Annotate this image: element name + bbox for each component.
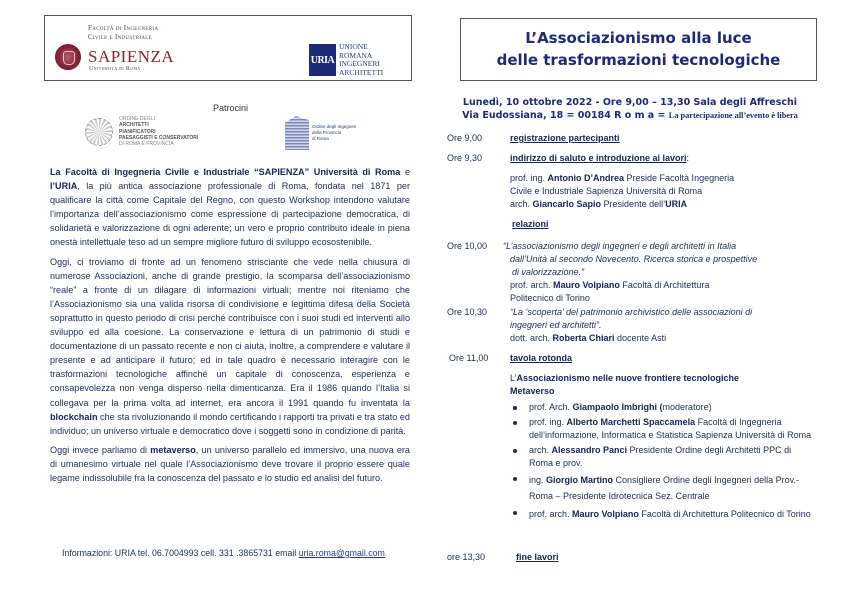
- speaker-org: URIA: [665, 199, 688, 209]
- oir-line-2: della Provincia: [312, 130, 342, 135]
- session-title: fine lavori: [516, 552, 559, 562]
- uria-line-3: INGEGNERI: [339, 59, 380, 68]
- uria-line-2: ROMANA: [339, 50, 373, 60]
- speaker-title: ing.: [529, 475, 547, 485]
- talk-title-line: dall’Unità al secondo Novecento. Ricerca storica e prospettive: [510, 254, 758, 264]
- speaker-title: prof. ing.: [529, 417, 567, 427]
- panel-member: [510, 401, 815, 414]
- session-title: indirizzo di saluto e introduzione ai lavori: [510, 153, 687, 163]
- talk-volpiano: [503, 240, 833, 305]
- panel-member: [510, 506, 815, 522]
- speaker-affiliation: Civile e Industriale Sapienza Università di Roma: [510, 186, 703, 196]
- speaker-role: Facoltà di Ingegneria dell’informazione, Informatica e Statistica Sapienza Università di Roma: [529, 417, 812, 440]
- time-10-30: Ore 10,30: [447, 307, 488, 317]
- panel-member: [510, 416, 815, 442]
- session-welcome: [510, 152, 689, 165]
- speaker-title: dott. arch.: [510, 333, 553, 343]
- intro-paragraph-3: [50, 443, 410, 485]
- ordine-architetti-logo-icon: [85, 118, 113, 146]
- colon: :: [686, 153, 690, 163]
- intro-p2-keyword: blockchain: [50, 411, 98, 422]
- event-address-line: [440, 109, 820, 122]
- sapienza-seal-icon: [55, 44, 81, 70]
- talk-title-line: ingegneri ed architetti”.: [510, 320, 602, 330]
- speaker-name: Alessandro Panci: [551, 445, 628, 455]
- uria-logo-icon: URIA: [309, 44, 336, 76]
- time-11-00: Ore 11,00: [449, 353, 489, 363]
- sapienza-logo-text: SAPIENZA: [88, 47, 175, 66]
- oapp-line-5: DI ROMA E PROVINCIA: [119, 141, 174, 148]
- talk-chiari: [510, 306, 840, 345]
- session-round-table: [510, 352, 572, 365]
- session-title: registrazione partecipanti: [510, 133, 620, 143]
- intro-text: [50, 165, 410, 490]
- ordine-ingegneri-building-icon: [285, 116, 309, 150]
- intro-p3-keyword: metaverso: [150, 444, 196, 455]
- intro-organizer-1: La Facoltà di Ingegneria Civile e Industriale “SAPIENZA” Università di Roma: [50, 167, 401, 177]
- time-9-00: Ore 9,00: [447, 133, 483, 143]
- speaker-title: prof. ing.: [510, 173, 548, 183]
- oapp-line-2: ARCHITETTI: [119, 122, 149, 129]
- event-title-line-1: L’Associazionismo alla luce: [525, 29, 752, 47]
- talk-title-line: “L’associazionismo degli ingegneri e degli architetti in Italia: [503, 241, 737, 251]
- speaker-role: Presidente Ordine degli Architetti PPC di Roma e prov.: [529, 445, 792, 468]
- speaker-title: prof. Arch.: [529, 402, 573, 412]
- speaker-name: Mauro Volpiano: [572, 509, 639, 519]
- sapienza-faculty-label: [88, 24, 158, 42]
- free-entry-note: La partecipazione all’evento è libera: [668, 111, 798, 120]
- speaker-role: Facoltà di Architettura Politecnico di Torino: [638, 509, 811, 519]
- speaker-role: Consigliere Ordine degli Ingegneri della Prov.-Roma – Presidente Idrotecnica Sez. Centrale: [529, 475, 799, 501]
- intro-p2-text-a: Oggi, ci troviamo di fronte ad un fenomeno strisciante che vede nella chiusura di numerose Associazioni, anche di grande prestigio, la scomparsa dell’associazionismo “reale” a fronte di un dilagare di informazioni virtuali; mentre noi riteniamo che l’Associazionismo sia una valida risorsa di condivisione e legittima difesa della Società soprattutto in questo periodo di crisi perché contribuisce con i suoi studi ed interventi allo sviluppo ed alla coesione. La conservazione e lettura di un patrimonio di studi e documentazione di un passato recente e non ci aiuta, inoltre, a comprendere e valutare il presente e ad anticipare il futuro; ed in tale quadro è necessario interagire con le trasformazioni tecnologiche affinché un capitale di conoscenza, esperienza e consapevolezza non venga disperso nella dimenticanza. Era il 1986 quando l’Italia si collegava per la prima volta ad internet, era ancora il 1991 quando fu inventata la: [50, 256, 410, 408]
- topic-prefix: L’: [510, 373, 517, 383]
- session-title: tavola rotonda: [510, 353, 573, 363]
- panel-list: [510, 401, 815, 524]
- speaker-affiliation: Politecnico di Torino: [510, 293, 590, 303]
- speaker-role: Presidente dell’: [601, 199, 666, 209]
- contact-text: Informazioni: URIA tel. 06.7004993 cell. 331 .3865731 email: [62, 548, 299, 558]
- event-details: [440, 96, 820, 122]
- speaker-name: Giancarlo Sapio: [532, 199, 602, 209]
- patrocini-label: Patrocini: [213, 103, 249, 113]
- contact-info: [62, 548, 385, 558]
- panel-member: [510, 444, 815, 470]
- speaker-dandrea: [510, 172, 830, 185]
- speaker-title: arch.: [510, 199, 533, 209]
- time-9-30: Ore 9,30: [447, 153, 483, 163]
- event-address: Via Eudossiana, 18 = 00184 R o m a =: [462, 110, 669, 121]
- topic-title: Associazionismo nelle nuove frontiere tecnologiche: [516, 373, 740, 383]
- speaker-role: Facoltà di Architettura: [619, 280, 710, 290]
- speaker-name: Giorgio Martino: [546, 475, 614, 485]
- speaker-sapio: [510, 198, 830, 211]
- intro-p3-text-b: , un universo parallelo ed immersivo, una nuova era di umanesimo virtuale nel quale l’Associazionismo deve trovare il proprio essere quale legame indissolubile fra la conoscenza del passato e lo studio ed analisi del futuro.: [50, 444, 410, 483]
- speaker-name: Roberta Chiari: [552, 333, 615, 343]
- oapp-line-1: ORDINE DEGLI: [119, 116, 155, 122]
- speaker-name: Antonio D’Andrea: [547, 173, 625, 183]
- relazioni-heading: [512, 218, 549, 231]
- oir-line-3: di Roma: [312, 136, 329, 141]
- speaker-name: Giampaolo Imbrighi (: [572, 402, 663, 412]
- panel-member: [510, 472, 815, 504]
- uria-line-4: ARCHITETTI: [339, 67, 384, 77]
- intro-organizer-2: l’URIA: [50, 181, 78, 192]
- speaker-title: prof. arch.: [510, 280, 554, 290]
- email-link[interactable]: uria.roma@gmail.com: [298, 548, 385, 558]
- event-title-box: [460, 18, 817, 81]
- ordine-ingegneri-logo-text: [312, 124, 356, 142]
- speaker-name: Alberto Marchetti Spaccamela: [566, 417, 696, 427]
- time-10-00: Ore 10,00: [447, 241, 488, 251]
- intro-conjunction: e: [400, 167, 410, 177]
- round-table-topic: [510, 372, 830, 398]
- intro-p3-text-a: Oggi invece parliamo di: [50, 444, 151, 455]
- speaker-title: prof. arch.: [529, 509, 573, 519]
- intro-paragraph-1: [50, 165, 410, 250]
- intro-p2-text-b: che sta rivoluzionando il mondo certificando i rapporti tra privati e tra stato ed individuo; un universo virtuale e democratico dove i soggetti sono in condizione di parità.: [50, 411, 410, 436]
- uria-line-1: UNIONE: [339, 42, 368, 51]
- speaker-name: Mauro Volpiano: [553, 280, 620, 290]
- speaker-role: docente Asti: [614, 333, 667, 343]
- speaker-role: moderatore): [662, 402, 712, 412]
- talk-title-line: di valorizzazione.”: [512, 267, 585, 277]
- oapp-line-4: PAESAGGISTI E CONSERVATORI: [119, 134, 199, 141]
- session-registration: [510, 132, 620, 145]
- uria-logo-text: [339, 43, 383, 77]
- talk-title-line: “La ‘scoperta’ del patrimonio archivistico delle associazioni di: [510, 307, 753, 317]
- intro-paragraph-2: [50, 255, 410, 438]
- organizers-logo-box: [44, 15, 412, 81]
- event-date: Lunedì, 10 ottobre 2022 - Ore 9,00 – 13,30 Sala degli Affreschi: [462, 97, 798, 108]
- ordine-architetti-logo-text: [119, 116, 198, 147]
- session-end: [516, 551, 559, 564]
- speaker-title: arch.: [529, 445, 552, 455]
- faculty-line-1: Facoltà di Ingegneria: [88, 24, 159, 32]
- intro-p1-text: , la più antica associazione professionale di Roma, fondata nel 1871 per qualificare la città come Capitale del Regno, con questo Workshop intendono valutare l’importanza dell’associazionismo come espressione di partecipazione democratica, di solidarietà e valorizzazione di ogni aderente; un vero e proprio contributo ideale in piena onestà intellettuale teso ad un sempre migliore futuro di sviluppo ecosostenibile.: [50, 181, 410, 248]
- oapp-line-3: PIANIFICATORI: [119, 128, 156, 135]
- event-title-line-2: delle trasformazioni tecnologiche: [496, 51, 781, 69]
- section-title: relazioni: [512, 219, 549, 229]
- oir-line-1: Ordine degli Ingegneri: [312, 124, 357, 129]
- speaker-role: Preside Facoltà Ingegneria: [624, 173, 735, 183]
- faculty-line-2: Civile e Industriale: [88, 33, 152, 41]
- topic-subtitle: Metaverso: [510, 386, 555, 396]
- time-13-30: ore 13,30: [447, 552, 486, 562]
- welcome-speakers: [510, 172, 830, 211]
- sapienza-subtitle: Università di Roma: [89, 66, 141, 72]
